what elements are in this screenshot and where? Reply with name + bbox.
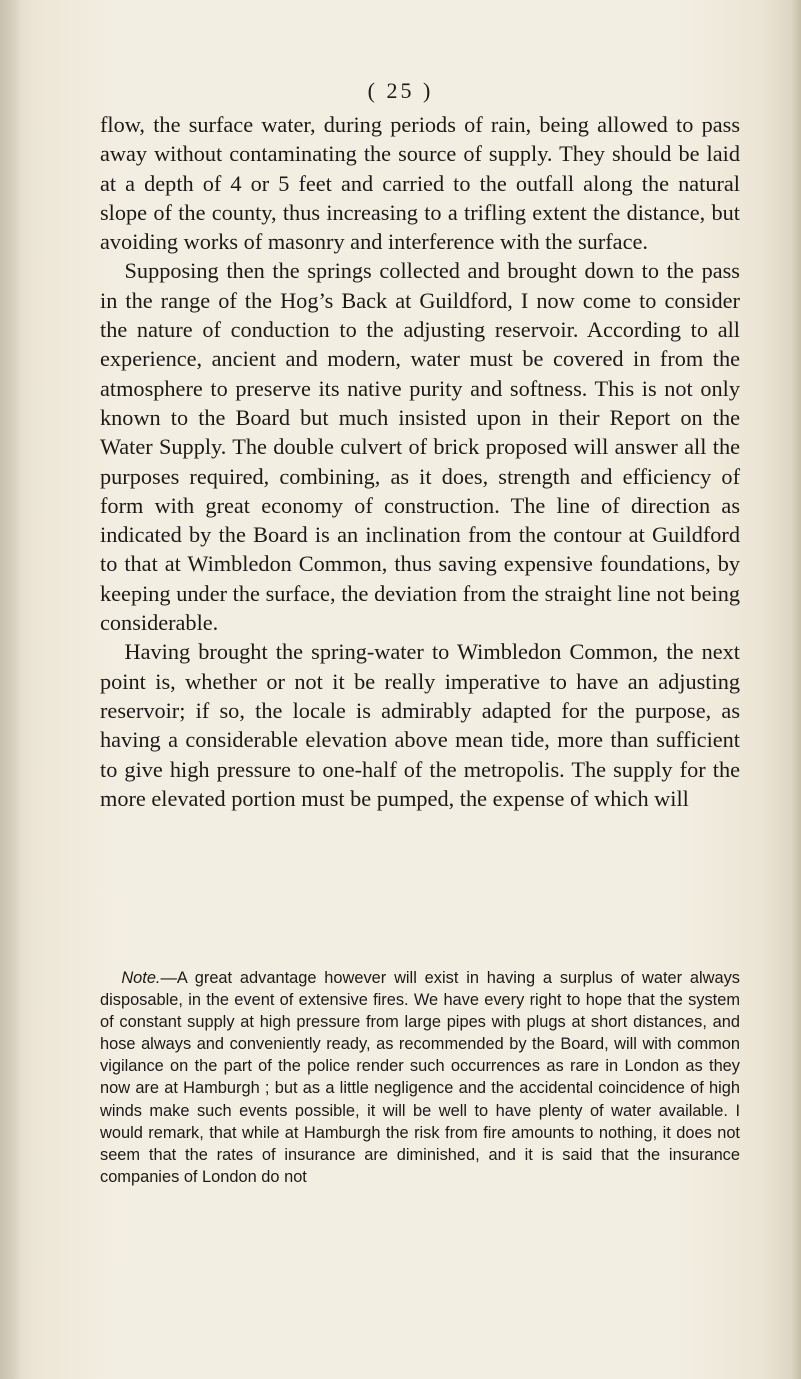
footnote [100, 967, 740, 1188]
footnote-label: Note. [121, 969, 161, 987]
body-text [100, 110, 740, 813]
page-number: ( 25 ) [367, 78, 434, 103]
paragraph-1: flow, the surface water, during periods of rain, being allowed to pass away without contaminating the source of supply. They should be laid at a depth of 4 or 5 feet and carried to the outfall along the natural slope of the county, thus increasing to a trifling extent the distance, but avoiding works of masonry and interference with the surface. [100, 112, 740, 255]
paragraph-2: Supposing then the springs collected and brought down to the pass in the range of the Hog’s Back at Guildford, I now come to consider the nature of conduction to the adjusting reservoir. According to all experience, ancient and modern, water must be covered in from the atmosphere to preserve its native purity and softness. This is not only known to the Board but much insisted upon in their Report on the Water Supply. The double culvert of brick proposed will answer all the purposes required, combining, as it does, strength and efficiency of form with great economy of construction. The line of direction as indicated by the Board is an inclination from the contour at Guildford to that at Wimbledon Common, thus saving expensive foundations, by keeping under the surface, the deviation from the straight line not being considerable. [100, 258, 740, 636]
page-shadow-left [0, 0, 22, 1379]
paragraph-3: Having brought the spring-water to Wimbledon Common, the next point is, whether or not it be really imperative to have an adjusting reservoir; if so, the locale is admirably adapted for the purpose, as having a considerable elevation above mean tide, more than sufficient to give high pressure to one-half of the metropolis. The supply for the more elevated portion must be pumped, the expense of which will [100, 639, 740, 811]
page-shadow-right [791, 0, 801, 1379]
footnote-text: —A great advantage however will exist in having a surplus of water always disposable, in the event of extensive fires. We have every right to hope that the system of constant supply at high pressure from large pipes with plugs at short distances, and hose always and conveniently ready, as recommended by the Board, will with common vigilance on the part of the police render such occurrences as rare in London as they now are at Hamburgh ; but as a little negligence and the accidental coincidence of high winds make such events possible, it will be well to have plenty of water available. I would remark, that while at Hamburgh the risk from fire amounts to nothing, it does not seem that the rates of insurance are diminished, and it is said that the insurance companies of London do not [100, 969, 740, 1186]
